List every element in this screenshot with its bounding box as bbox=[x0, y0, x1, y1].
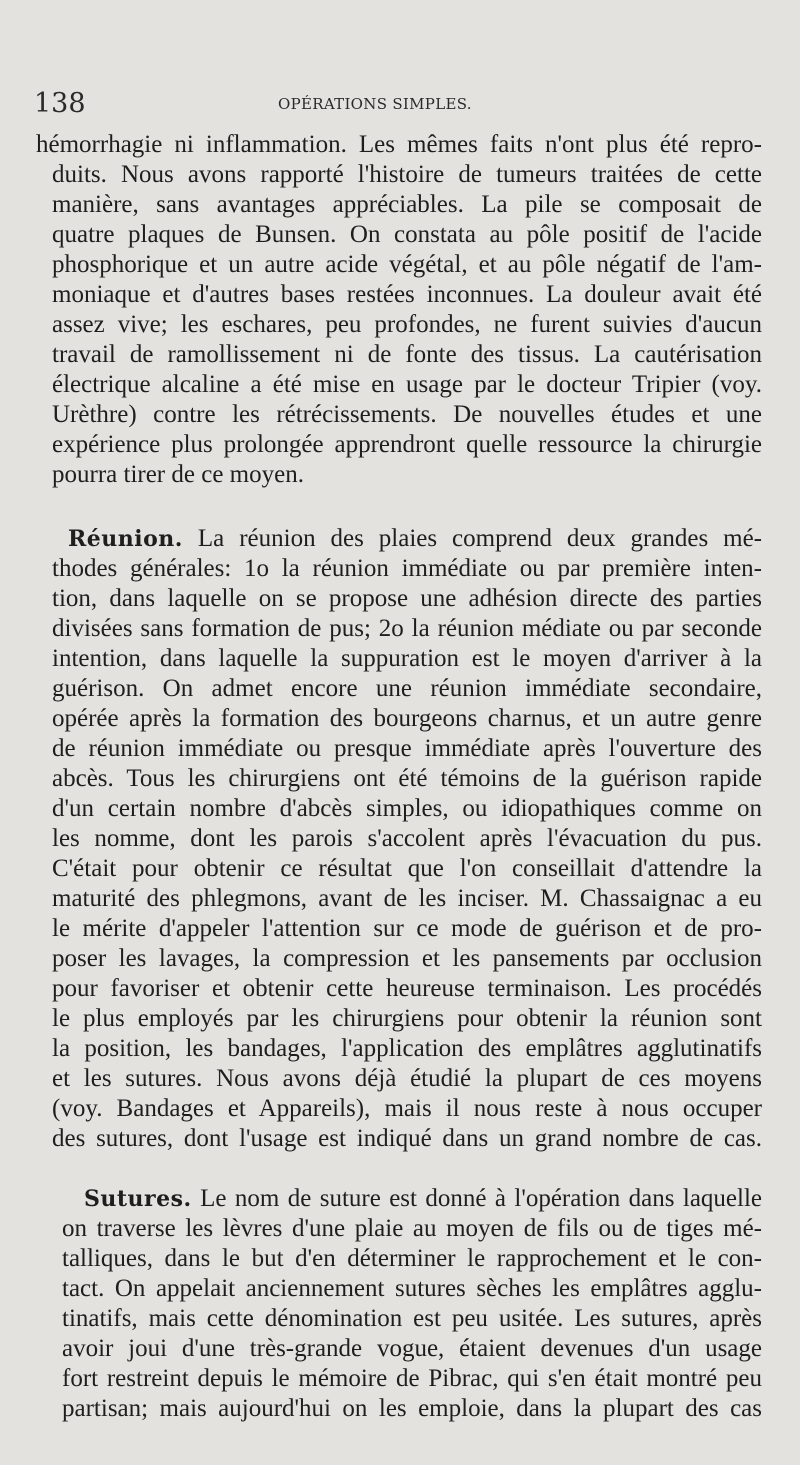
text-line: des sutures, dont l'usage est indiqué dans un grand nombre de cas. bbox=[52, 1125, 762, 1152]
text-line: hémorrhagie ni inflammation. Les mêmes faits n'ont plus été repro- bbox=[36, 131, 762, 158]
running-title: OPÉRATIONS SIMPLES. bbox=[278, 95, 472, 113]
text-line: Urèthre) contre les rétrécissements. De nouvelles études et une bbox=[52, 401, 762, 428]
page-number: 138 bbox=[34, 88, 86, 119]
text-line: opérée après la formation des bourgeons charnus, et un autre genre bbox=[52, 705, 762, 732]
text-line: et les sutures. Nous avons déjà étudié la plupart de ces moyens bbox=[52, 1065, 762, 1092]
text-line: d'un certain nombre d'abcès simples, ou idiopathiques comme on bbox=[52, 795, 762, 822]
text-line: thodes générales: 1o la réunion immédiate ou par première inten- bbox=[52, 555, 762, 582]
heading-line-text: Le nom de suture est donné à l'opération dans laquelle bbox=[200, 1185, 763, 1212]
text-line: de réunion immédiate ou presque immédiate après l'ouverture des bbox=[52, 735, 762, 762]
text-line: avoir joui d'une très-grande vogue, étaient devenues d'un usage bbox=[62, 1335, 762, 1362]
section-heading: Réunion. bbox=[68, 526, 183, 552]
text-line bbox=[84, 1184, 762, 1214]
text-line: fort restreint depuis le mémoire de Pibrac, qui s'en était montré peu bbox=[62, 1365, 762, 1392]
text-line: divisées sans formation de pus; 2o la réunion médiate ou par seconde bbox=[52, 615, 762, 642]
text-line: duits. Nous avons rapporté l'histoire de tumeurs traitées de cette bbox=[52, 161, 762, 188]
text-line: manière, sans avantages appréciables. La pile se composait de bbox=[52, 191, 762, 218]
text-line: la position, les bandages, l'application des emplâtres agglutinatifs bbox=[52, 1035, 762, 1062]
text-line: tact. On appelait anciennement sutures sèches les emplâtres agglu- bbox=[62, 1275, 762, 1302]
text-line: le plus employés par les chirurgiens pour obtenir la réunion sont bbox=[52, 1005, 762, 1032]
text-line: quatre plaques de Bunsen. On constata au pôle positif de l'acide bbox=[52, 221, 762, 248]
text-line: assez vive; les eschares, peu profondes, ne furent suivies d'aucun bbox=[52, 311, 762, 338]
text-line: (voy. Bandages et Appareils), mais il nous reste à nous occuper bbox=[52, 1095, 762, 1122]
text-line: pourra tirer de ce moyen. bbox=[52, 461, 304, 488]
text-line: les nomme, dont les parois s'accolent après l'évacuation du pus. bbox=[52, 825, 762, 852]
text-line: talliques, dans le but d'en déterminer le rapprochement et le con- bbox=[62, 1245, 762, 1272]
text-line: poser les lavages, la compression et les pansements par occlusion bbox=[52, 945, 762, 972]
text-line: maturité des phlegmons, avant de les inciser. M. Chassaignac a eu bbox=[52, 885, 762, 912]
running-header bbox=[0, 88, 800, 118]
text-line: pour favoriser et obtenir cette heureuse terminaison. Les procédés bbox=[52, 975, 762, 1002]
text-line bbox=[68, 524, 762, 554]
text-line: C'était pour obtenir ce résultat que l'on conseillait d'attendre la bbox=[52, 855, 762, 882]
text-line: tinatifs, mais cette dénomination est peu usitée. Les sutures, après bbox=[62, 1305, 762, 1332]
text-line: expérience plus prolongée apprendront quelle ressource la chirurgie bbox=[52, 431, 762, 458]
text-line: abcès. Tous les chirurgiens ont été témoins de la guérison rapide bbox=[52, 765, 762, 792]
text-line: guérison. On admet encore une réunion immédiate secondaire, bbox=[52, 675, 762, 702]
text-line: partisan; mais aujourd'hui on les emploie, dans la plupart des cas bbox=[62, 1395, 762, 1422]
heading-line-text: La réunion des plaies comprend deux grandes mé- bbox=[197, 525, 763, 552]
text-line: électrique alcaline a été mise en usage par le docteur Tripier (voy. bbox=[52, 371, 762, 398]
text-line: phosphorique et un autre acide végétal, et au pôle négatif de l'am- bbox=[52, 251, 762, 278]
text-line: le mérite d'appeler l'attention sur ce mode de guérison et de pro- bbox=[52, 915, 762, 942]
text-line: tion, dans laquelle on se propose une adhésion directe des parties bbox=[52, 585, 762, 612]
text-line: moniaque et d'autres bases restées inconnues. La douleur avait été bbox=[52, 281, 762, 308]
text-line: intention, dans laquelle la suppuration est le moyen d'arriver à la bbox=[52, 645, 762, 672]
text-line: on traverse les lèvres d'une plaie au moyen de fils ou de tiges mé- bbox=[62, 1215, 762, 1242]
section-heading: Sutures. bbox=[84, 1186, 192, 1212]
text-line: travail de ramollissement ni de fonte des tissus. La cautérisation bbox=[52, 341, 762, 368]
